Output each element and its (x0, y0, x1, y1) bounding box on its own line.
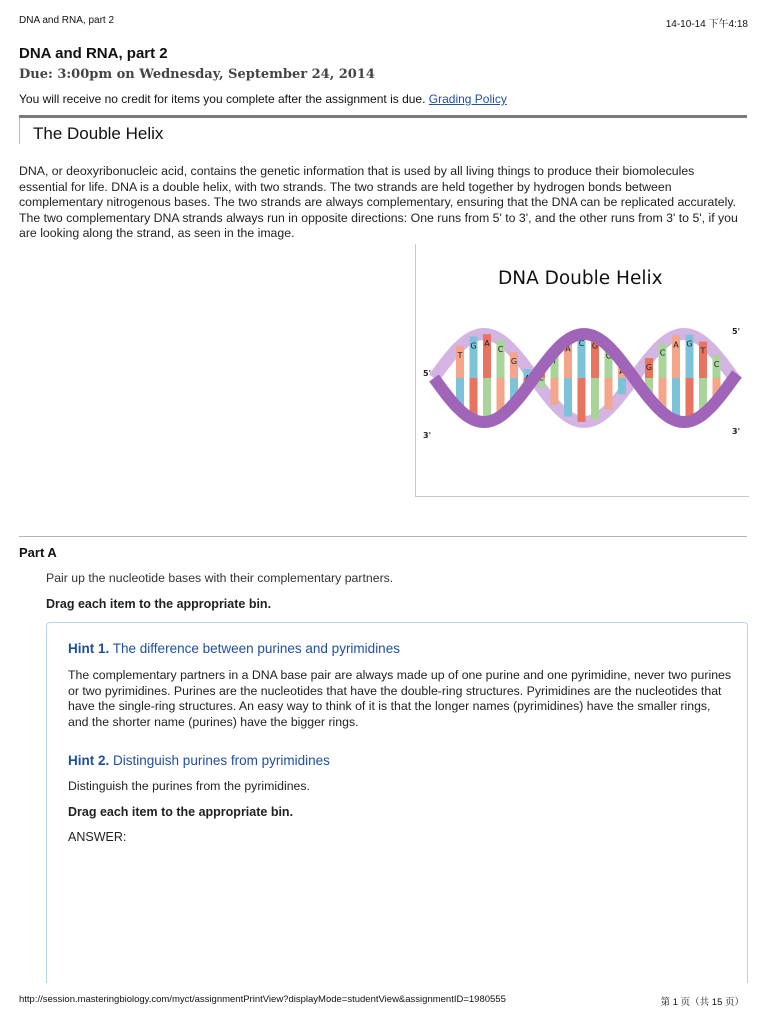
base-label: G (591, 341, 599, 351)
section-bar (19, 118, 20, 144)
base-pair-half (618, 378, 626, 394)
hint-1-body: The complementary partners in a DNA base pair are always made up of one purine and one pyrimidine, never two purines or two pyrimidines. Purines are the nucleotides that have the double-ring structures. Pyrimidines are the nucleotides that have the single-ring structures. An easy way to think of it is that the longer names (pyrimidines) have the smaller rings, and the shorter name (purines) have the bigger rings. (68, 668, 732, 729)
base-label: T (457, 350, 463, 360)
base-label: G (645, 363, 653, 373)
label-right-3prime: 3' (732, 427, 741, 436)
label-left-3prime: 3' (423, 431, 432, 440)
part-a-label: Part A (19, 545, 57, 560)
base-label: A (673, 340, 679, 350)
base-label: C (659, 348, 666, 358)
base-pair-half (551, 378, 559, 404)
base-pair-half (605, 378, 613, 410)
base-label: A (524, 374, 531, 384)
hint-2-number: Hint 2. (68, 753, 110, 768)
base-label: C (497, 344, 504, 354)
base-label: A (484, 339, 490, 349)
hint-1-number: Hint 1. (68, 641, 110, 656)
base-pair-half (578, 378, 586, 422)
base-label: C (538, 373, 544, 383)
part-a-instruction: Drag each item to the appropriate bin. (46, 597, 272, 611)
hint-2-body: Distinguish the purines from the pyrimidines. (68, 779, 310, 793)
base-label: A (619, 366, 625, 376)
print-header-title: DNA and RNA, part 2 (19, 15, 115, 26)
base-label: A (565, 344, 571, 354)
base-label: C (578, 339, 585, 349)
label-left-5prime: 5' (423, 369, 432, 378)
base-label: C (605, 351, 612, 361)
hint-2-title: Distinguish purines from pyrimidines (113, 753, 330, 768)
part-divider (19, 536, 747, 537)
section-title: The Double Helix (33, 124, 164, 143)
figure-title: DNA Double Helix (498, 268, 663, 289)
late-notice-text: You will receive no credit for items you complete after the assignment is due. (19, 92, 426, 106)
dna-figure (415, 244, 749, 497)
print-header-timestamp: 14-10-14 下午4:18 (665, 19, 748, 30)
base-label: G (686, 339, 693, 349)
section-intro: DNA, or deoxyribonucleic acid, contains the genetic information that is used by all living things to produce their biomolecules essential for life. DNA is a double helix, with two strands. The two strands are held together by hydrogen bonds between complementary nitrogenous bases. The two strands are always complementary, ensuring that the DNA can be replicated accurately. The two complementary DNA strands always run in opposite directions: One runs from 5' to 3', and the other runs from 3' to 5', if you are looking along the strand, as seen in the image. (19, 164, 738, 240)
base-pair-half (591, 378, 599, 419)
footer-page-number: 第 1 页（共 15 页） (660, 997, 744, 1008)
base-label: T (700, 346, 706, 356)
footer-url: http://session.masteringbiology.com/myct/assignmentPrintView?displayMode=studentView&assignmentID=1980555 (19, 994, 506, 1005)
late-notice (19, 92, 507, 106)
due-date: Due: 3:00pm on Wednesday, September 24, 2014 (19, 67, 375, 82)
hint-1-title: The difference between purines and pyrimidines (112, 641, 400, 656)
label-right-5prime: 5' (732, 327, 741, 336)
grading-policy-link[interactable]: Grading Policy (428, 92, 507, 106)
hint-2-header[interactable] (68, 753, 330, 768)
part-a-prompt: Pair up the nucleotide bases with their complementary partners. (46, 571, 394, 585)
base-pair-half (564, 378, 572, 417)
hint-2-instruction: Drag each item to the appropriate bin. (68, 805, 294, 819)
answer-label: ANSWER: (68, 830, 127, 844)
base-label: T (552, 356, 557, 366)
section-divider (19, 115, 747, 118)
base-label: G (510, 357, 518, 367)
base-label: G (470, 341, 477, 351)
hint-1-header[interactable] (68, 641, 400, 656)
assignment-title: DNA and RNA, part 2 (19, 45, 168, 62)
base-label: C (713, 360, 720, 370)
